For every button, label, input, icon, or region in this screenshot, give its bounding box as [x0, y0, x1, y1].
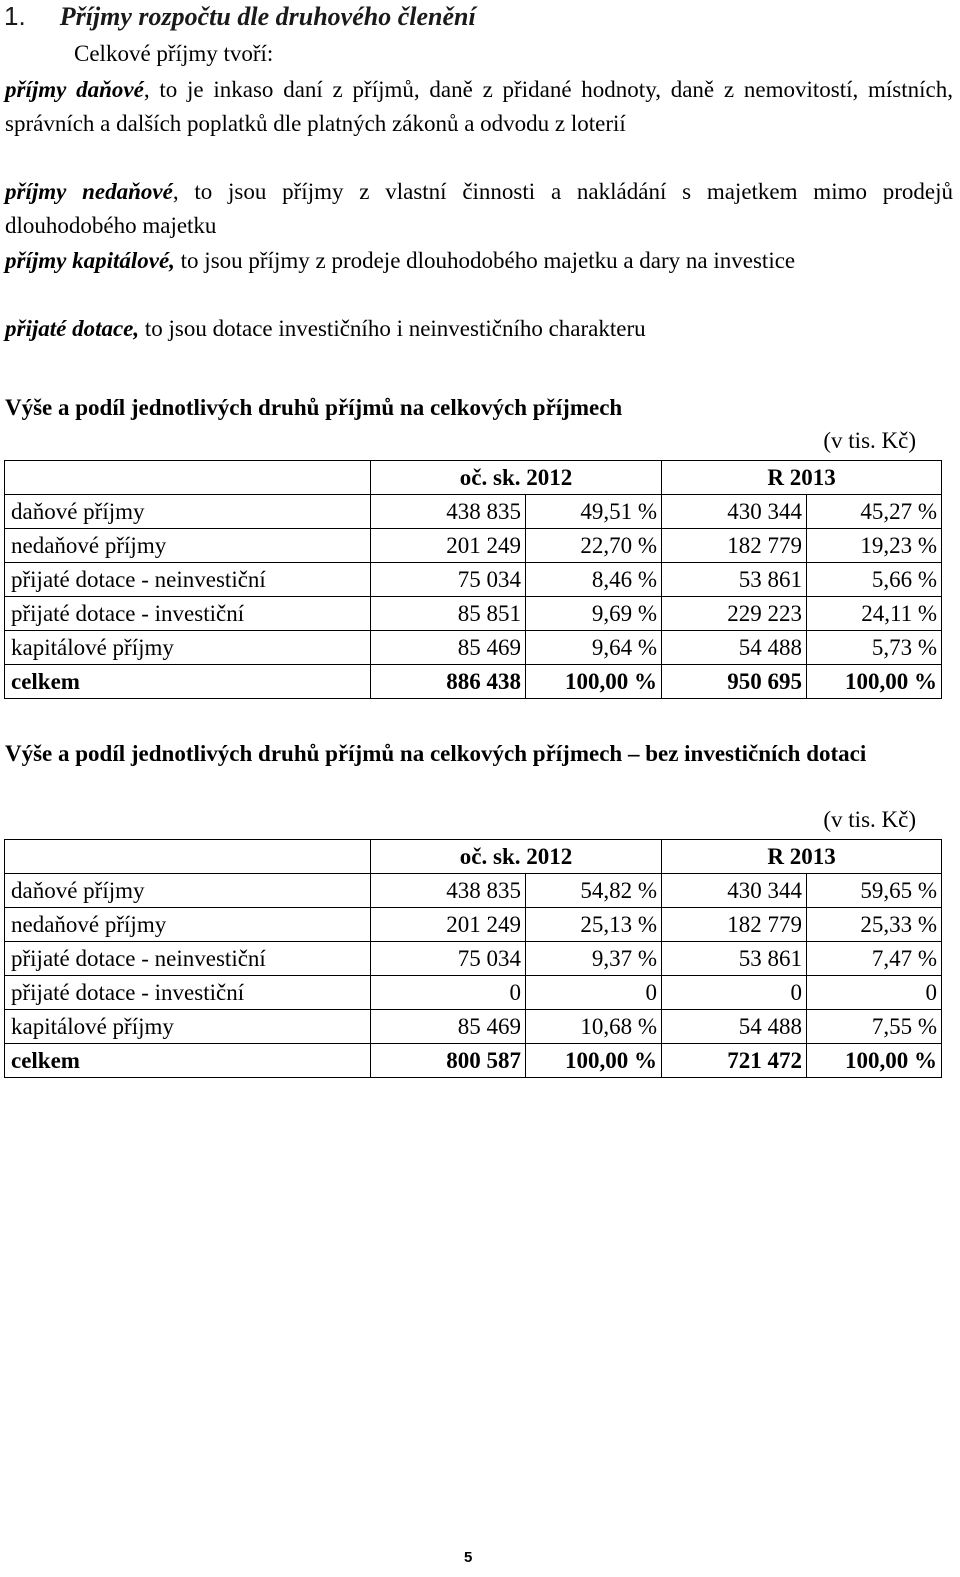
table-total-row [5, 1044, 942, 1078]
row-label: nedaňové příjmy [5, 908, 371, 942]
share-2013: 19,23 % [807, 529, 942, 563]
share-2012: 22,70 % [526, 529, 662, 563]
share-2013: 5,73 % [807, 631, 942, 665]
value-2012: 438 835 [371, 874, 526, 908]
table-row [5, 563, 942, 597]
header-2012: oč. sk. 2012 [371, 840, 662, 874]
row-label: kapitálové příjmy [5, 1010, 371, 1044]
paragraph-text: , to jsou příjmy z vlastní činnosti a nakládání s majetkem mimo prodejů dlouhodobého majetku [5, 179, 954, 238]
share-2013: 0 [807, 976, 942, 1010]
value-2012: 0 [371, 976, 526, 1010]
row-label: nedaňové příjmy [5, 529, 371, 563]
paragraph-received-grants [5, 312, 953, 346]
header-2013: R 2013 [662, 461, 942, 495]
share-2013: 24,11 % [807, 597, 942, 631]
total-share-2013: 100,00 % [807, 665, 942, 699]
header-2012: oč. sk. 2012 [371, 461, 662, 495]
paragraph-lead: příjmy kapitálové, [5, 248, 175, 273]
value-2013: 54 488 [662, 1010, 807, 1044]
section-title: Příjmy rozpočtu dle druhového členění [59, 2, 476, 31]
share-2013: 25,33 % [807, 908, 942, 942]
section-number: 1. [4, 1, 26, 31]
share-2013: 59,65 % [807, 874, 942, 908]
value-2012: 85 469 [371, 631, 526, 665]
table-unit: (v tis. Kč) [823, 428, 916, 453]
total-value-2013: 721 472 [662, 1044, 807, 1078]
paragraph-text: , to je inkaso daní z příjmů, daně z přidané hodnoty, daně z nemovitostí, místních, správních a dalších poplatků dle platných zákonů a odvodu z loterií [5, 77, 953, 136]
value-2013: 0 [662, 976, 807, 1010]
total-label: celkem [5, 665, 371, 699]
share-2012: 54,82 % [526, 874, 662, 908]
header-2013: R 2013 [662, 840, 942, 874]
value-2013: 54 488 [662, 631, 807, 665]
paragraph-lead: příjmy nedaňové [5, 179, 173, 204]
page-number: 5 [464, 1549, 473, 1566]
value-2012: 75 034 [371, 942, 526, 976]
share-2012: 9,69 % [526, 597, 662, 631]
table-row [5, 874, 942, 908]
total-value-2012: 886 438 [371, 665, 526, 699]
table-row [5, 495, 942, 529]
table-row [5, 529, 942, 563]
share-2013: 7,55 % [807, 1010, 942, 1044]
value-2012: 85 851 [371, 597, 526, 631]
row-label: daňové příjmy [5, 495, 371, 529]
total-share-2013: 100,00 % [807, 1044, 942, 1078]
table-title: Výše a podíl jednotlivých druhů příjmů na celkových příjmech – bez investičních dotaci [5, 741, 867, 766]
value-2013: 430 344 [662, 495, 807, 529]
intro-text: Celkové příjmy tvoří: [74, 41, 274, 66]
paragraph-text: to jsou příjmy z prodeje dlouhodobého majetku a dary na investice [174, 248, 796, 273]
value-2013: 53 861 [662, 563, 807, 597]
table-header-row [5, 461, 942, 495]
total-value-2012: 800 587 [371, 1044, 526, 1078]
income-table [4, 460, 942, 699]
share-2013: 45,27 % [807, 495, 942, 529]
table-row [5, 597, 942, 631]
row-label: daňové příjmy [5, 874, 371, 908]
value-2013: 229 223 [662, 597, 807, 631]
share-2012: 9,64 % [526, 631, 662, 665]
paragraph-lead: přijaté dotace, [5, 316, 140, 341]
table-row [5, 908, 942, 942]
table-row [5, 976, 942, 1010]
paragraph-lead: příjmy daňové [5, 77, 144, 102]
header-blank-cell [5, 840, 371, 874]
table-unit: (v tis. Kč) [823, 807, 916, 832]
value-2013: 182 779 [662, 529, 807, 563]
share-2013: 7,47 % [807, 942, 942, 976]
row-label: přijaté dotace - neinvestiční [5, 942, 371, 976]
value-2012: 201 249 [371, 908, 526, 942]
row-label: přijaté dotace - investiční [5, 976, 371, 1010]
paragraph-text: to jsou dotace investičního i neinvestičního charakteru [139, 316, 646, 341]
table-row [5, 631, 942, 665]
value-2013: 53 861 [662, 942, 807, 976]
paragraph-tax-income [5, 73, 953, 141]
total-share-2012: 100,00 % [526, 1044, 662, 1078]
paragraph-nontax-income [5, 175, 953, 243]
table-total-row [5, 665, 942, 699]
table-row [5, 942, 942, 976]
value-2013: 430 344 [662, 874, 807, 908]
value-2012: 75 034 [371, 563, 526, 597]
value-2012: 201 249 [371, 529, 526, 563]
table-title: Výše a podíl jednotlivých druhů příjmů na celkových příjmech [5, 395, 623, 420]
value-2012: 438 835 [371, 495, 526, 529]
table-header-row [5, 840, 942, 874]
table-row [5, 1010, 942, 1044]
value-2013: 182 779 [662, 908, 807, 942]
share-2012: 49,51 % [526, 495, 662, 529]
section-heading [4, 0, 944, 33]
share-2012: 9,37 % [526, 942, 662, 976]
total-value-2013: 950 695 [662, 665, 807, 699]
total-share-2012: 100,00 % [526, 665, 662, 699]
header-blank-cell [5, 461, 371, 495]
value-2012: 85 469 [371, 1010, 526, 1044]
share-2012: 0 [526, 976, 662, 1010]
share-2013: 5,66 % [807, 563, 942, 597]
row-label: přijaté dotace - neinvestiční [5, 563, 371, 597]
row-label: přijaté dotace - investiční [5, 597, 371, 631]
row-label: kapitálové příjmy [5, 631, 371, 665]
total-label: celkem [5, 1044, 371, 1078]
share-2012: 8,46 % [526, 563, 662, 597]
share-2012: 25,13 % [526, 908, 662, 942]
paragraph-capital-income [5, 244, 953, 278]
share-2012: 10,68 % [526, 1010, 662, 1044]
income-table-without-investment-grants [4, 839, 942, 1078]
